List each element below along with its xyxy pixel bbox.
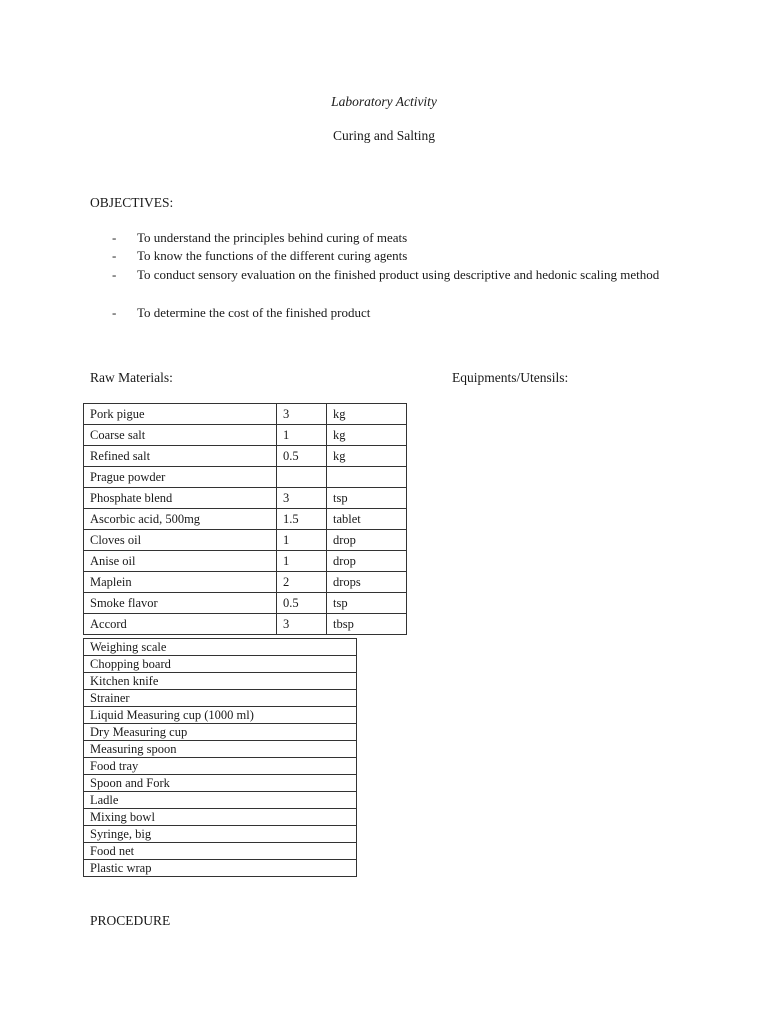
table-row [84,860,357,877]
bullet-dash: - [112,230,117,245]
table-row [84,809,357,826]
material-unit: tablet [327,509,407,530]
material-name: Ascorbic acid, 500mg [84,509,277,530]
table-row [84,656,357,673]
table-row [84,741,357,758]
equipment-name: Chopping board [84,656,357,673]
table-row [84,775,357,792]
material-qty: 1 [277,551,327,572]
table-row [84,425,407,446]
bullet-dash: - [112,248,117,263]
equipments-heading: Equipments/Utensils: [452,370,569,385]
material-name: Cloves oil [84,530,277,551]
equipment-name: Measuring spoon [84,741,357,758]
material-qty: 3 [277,614,327,635]
material-unit: tbsp [327,614,407,635]
material-unit: kg [327,404,407,425]
table-row [84,614,407,635]
table-row [84,724,357,741]
equipment-name: Mixing bowl [84,809,357,826]
material-qty: 3 [277,404,327,425]
table-row [84,488,407,509]
table-row [84,551,407,572]
material-qty: 1 [277,425,327,446]
equipment-name: Plastic wrap [84,860,357,877]
material-unit: tsp [327,593,407,614]
bullet-dash: - [112,305,117,320]
material-name: Accord [84,614,277,635]
table-row [84,690,357,707]
document-subtitle: Curing and Salting [333,128,435,143]
material-name: Smoke flavor [84,593,277,614]
equipment-name: Dry Measuring cup [84,724,357,741]
raw-materials-heading: Raw Materials: [90,370,173,385]
objective-text: To understand the principles behind curing of meats [137,230,408,245]
equipments-table [83,638,357,877]
table-row [84,467,407,488]
equipment-name: Kitchen knife [84,673,357,690]
bullet-dash: - [112,267,117,282]
table-row [84,593,407,614]
material-name: Pork pigue [84,404,277,425]
equipment-name: Strainer [84,690,357,707]
material-name: Prague powder [84,467,277,488]
equipment-name: Liquid Measuring cup (1000 ml) [84,707,357,724]
table-row [84,826,357,843]
equipment-name: Food net [84,843,357,860]
table-row [84,509,407,530]
table-row [84,758,357,775]
table-row [84,446,407,467]
material-name: Coarse salt [84,425,277,446]
material-qty: 3 [277,488,327,509]
objective-text: To determine the cost of the finished product [137,305,371,320]
material-unit: drop [327,551,407,572]
equipment-name: Weighing scale [84,639,357,656]
table-row [84,404,407,425]
material-qty: 2 [277,572,327,593]
material-name: Phosphate blend [84,488,277,509]
table-row [84,673,357,690]
objectives-heading: OBJECTIVES: [90,195,174,210]
material-unit: drop [327,530,407,551]
material-qty: 0.5 [277,446,327,467]
table-row [84,843,357,860]
material-qty: 1.5 [277,509,327,530]
material-qty [277,467,327,488]
material-unit: drops [327,572,407,593]
raw-materials-table [83,403,407,635]
material-unit [327,467,407,488]
table-row [84,572,407,593]
material-name: Maplein [84,572,277,593]
material-name: Refined salt [84,446,277,467]
equipment-name: Ladle [84,792,357,809]
equipment-name: Food tray [84,758,357,775]
table-row [84,792,357,809]
material-unit: kg [327,446,407,467]
table-row [84,639,357,656]
material-name: Anise oil [84,551,277,572]
material-unit: tsp [327,488,407,509]
table-row [84,707,357,724]
material-qty: 1 [277,530,327,551]
table-row [84,530,407,551]
equipment-name: Syringe, big [84,826,357,843]
document-title: Laboratory Activity [331,94,437,109]
objective-text: To know the functions of the different curing agents [137,248,408,263]
equipment-name: Spoon and Fork [84,775,357,792]
procedure-heading: PROCEDURE [90,913,171,928]
material-unit: kg [327,425,407,446]
objective-text: To conduct sensory evaluation on the finished product using descriptive and hedonic scaling method [137,267,660,282]
material-qty: 0.5 [277,593,327,614]
